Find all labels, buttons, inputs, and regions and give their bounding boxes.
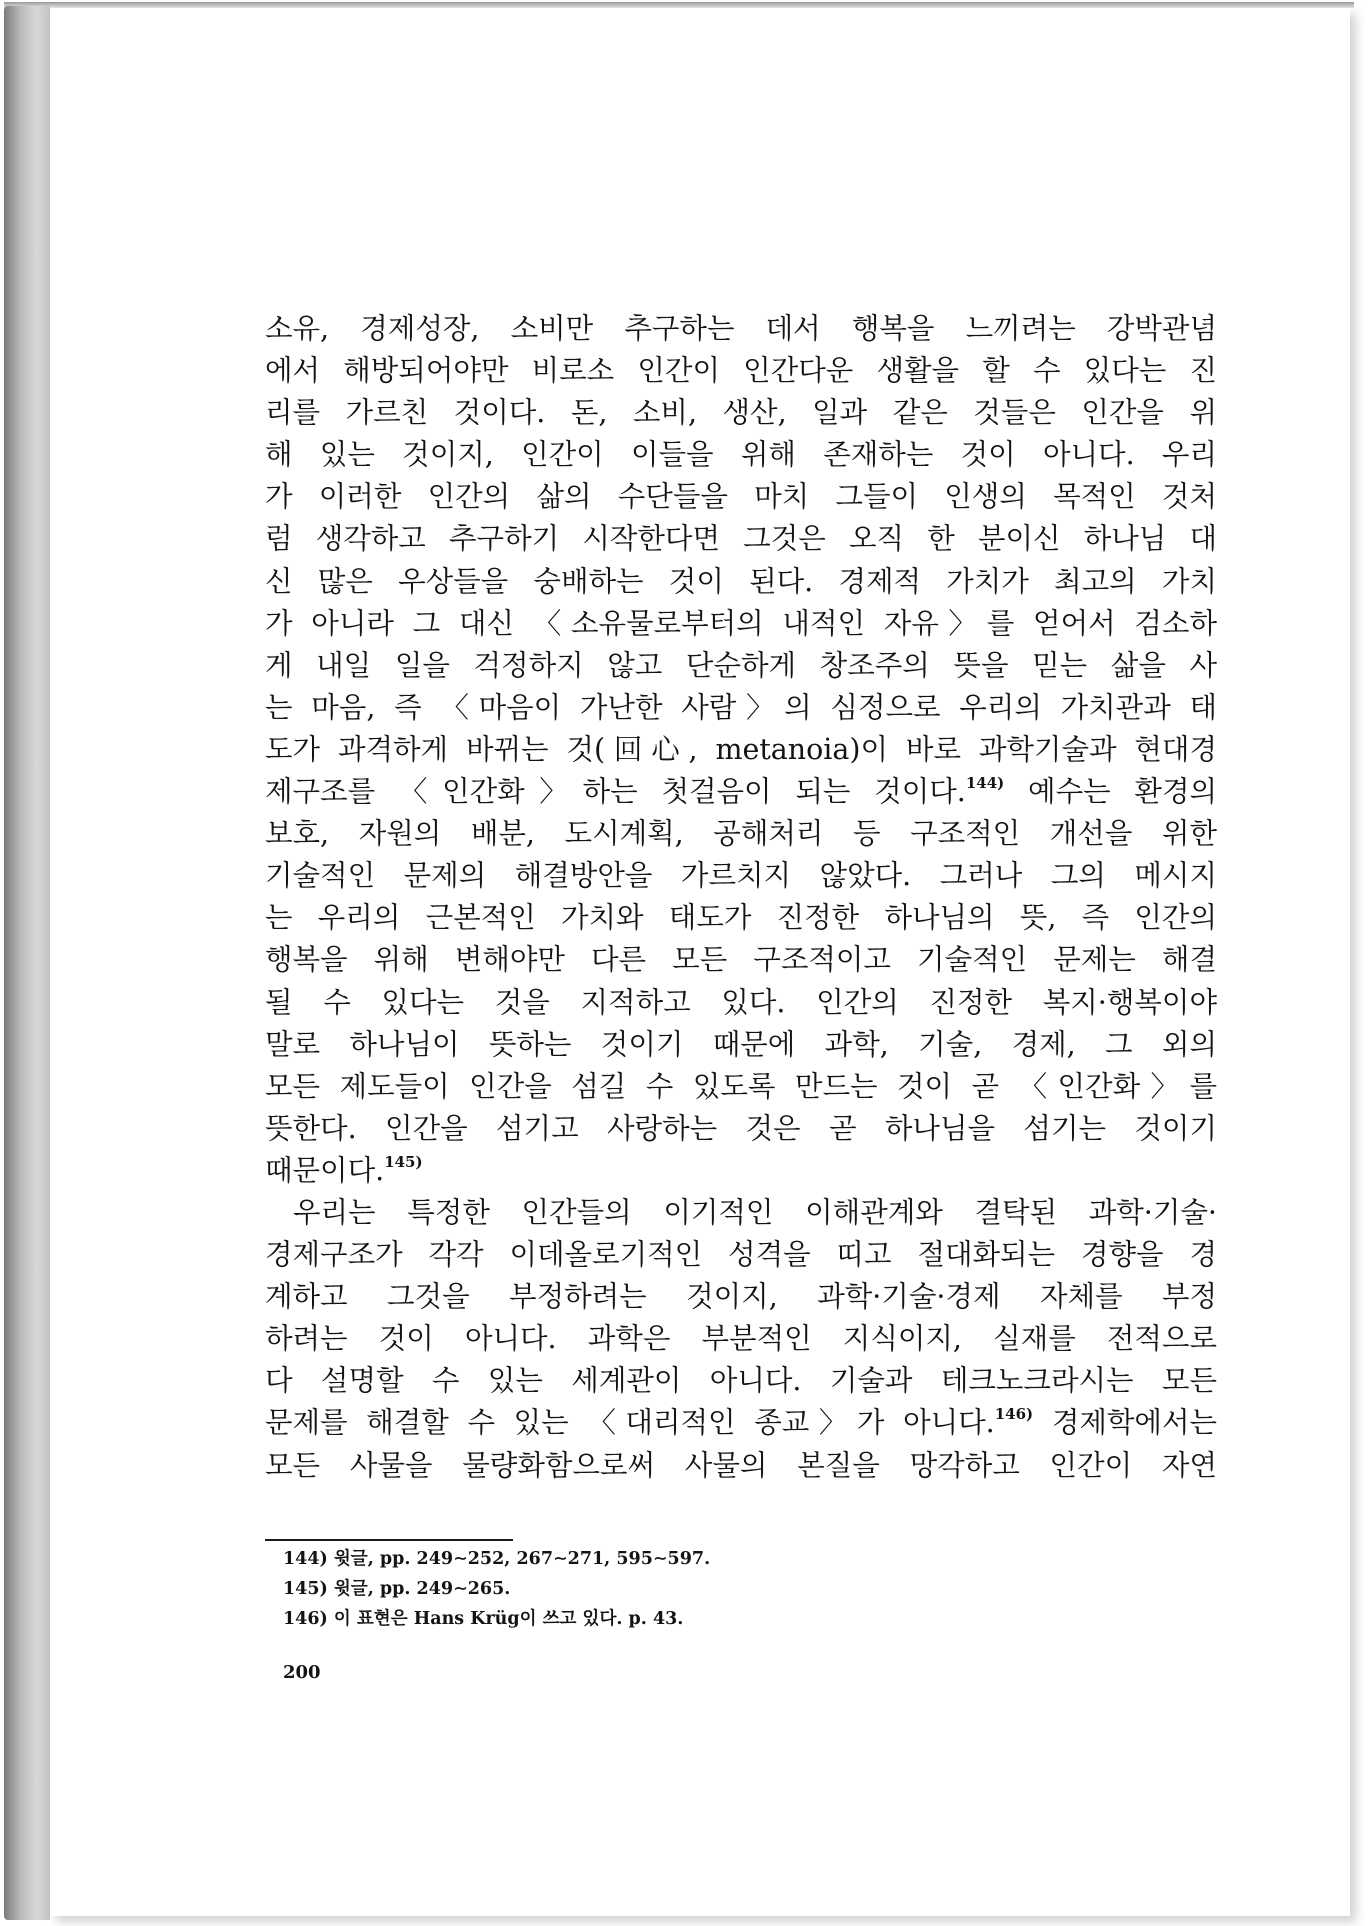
book-spine <box>4 6 50 1920</box>
text-line: 는 마음, 즉 〈마음이 가난한 사람〉의 심정으로 우리의 가치관과 태 <box>265 690 1217 724</box>
footnote-145: 145) 윗글, pp. 249∼265. <box>283 1579 511 1599</box>
text-line: 될 수 있다는 것을 지적하고 있다. 인간의 진정한 복지·행복이야 <box>265 985 1217 1019</box>
footnote-ref-144: 144) <box>965 774 1005 793</box>
text-line: 모든 사물을 물량화함으로써 사물의 본질을 망각하고 인간이 자연 <box>265 1448 1217 1482</box>
text-segment: 예수는 환경의 <box>1028 775 1217 809</box>
footnote-separator <box>265 1539 513 1541</box>
text-line: 우리는 특정한 인간들의 이기적인 이해관계와 결탁된 과학·기술· <box>293 1195 1217 1229</box>
text-line: 가 이러한 인간의 삶의 수단들을 마치 그들이 인생의 목적인 것처 <box>265 480 1217 514</box>
text-line: 게 내일 일을 걱정하지 않고 단순하게 창조주의 뜻을 믿는 삶을 사 <box>265 648 1217 682</box>
footnote-ref-146: 146) <box>994 1405 1034 1424</box>
text-line: 뜻한다. 인간을 섬기고 사랑하는 것은 곧 하나님을 섬기는 것이기 <box>265 1111 1217 1145</box>
text-line-with-footnote <box>265 1402 1217 1444</box>
text-line-with-footnote <box>265 771 1217 813</box>
text-line: 해 있는 것이지, 인간이 이들을 위해 존재하는 것이 아니다. 우리 <box>265 438 1217 472</box>
footnote-144: 144) 윗글, pp. 249∼252, 267∼271, 595∼597. <box>283 1549 711 1569</box>
text-line: 경제구조가 각각 이데올로기적인 성격을 띠고 절대화되는 경향을 경 <box>265 1238 1217 1272</box>
text-segment: 제구조를 〈인간화〉하는 첫걸음이 되는 것이다. <box>265 775 966 809</box>
text-line: 다 설명할 수 있는 세계관이 아니다. 기술과 테크노크라시는 모든 <box>265 1364 1217 1398</box>
text-line: 하려는 것이 아니다. 과학은 부분적인 지식이지, 실재를 전적으로 <box>265 1322 1217 1356</box>
text-line: 에서 해방되어야만 비로소 인간이 인간다운 생활을 할 수 있다는 진 <box>265 354 1217 388</box>
text-segment: 경제학에서는 <box>1051 1406 1217 1440</box>
text-line: 럼 생각하고 추구하기 시작한다면 그것은 오직 한 분이신 하나님 대 <box>265 522 1217 556</box>
footnote-ref-145: 145) <box>384 1152 423 1171</box>
text-line: 신 많은 우상들을 숭배하는 것이 된다. 경제적 가치가 최고의 가치 <box>265 564 1217 598</box>
footnote-146: 146) 이 표현은 Hans Krüg이 쓰고 있다. p. 43. <box>283 1609 684 1629</box>
book-page <box>50 8 1350 1916</box>
text-segment: 때문이다. <box>265 1153 385 1187</box>
text-line: 소유, 경제성장, 소비만 추구하는 데서 행복을 느끼려는 강박관념 <box>265 312 1217 345</box>
page-number: 200 <box>283 1662 321 1683</box>
text-line-with-footnote <box>265 1150 1217 1192</box>
text-line: 기술적인 문제의 해결방안을 가르치지 않았다. 그러나 그의 메시지 <box>265 859 1217 893</box>
text-line: 행복을 위해 변해야만 다른 모든 구조적이고 기술적인 문제는 해결 <box>265 943 1217 977</box>
paragraph-2 <box>265 1192 1217 1487</box>
text-line: 는 우리의 근본적인 가치와 태도가 진정한 하나님의 뜻, 즉 인간의 <box>265 901 1217 935</box>
text-line: 계하고 그것을 부정하려는 것이지, 과학·기술·경제 자체를 부정 <box>265 1280 1217 1314</box>
body-text <box>265 308 1217 1487</box>
text-line: 보호, 자원의 배분, 도시계획, 공해처리 등 구조적인 개선을 위한 <box>265 817 1217 851</box>
footnotes <box>283 1544 710 1634</box>
text-line: 가 아니라 그 대신 〈소유물로부터의 내적인 자유〉를 얻어서 검소하 <box>265 606 1217 640</box>
text-line: 리를 가르친 것이다. 돈, 소비, 생산, 일과 같은 것들은 인간을 위 <box>265 396 1217 430</box>
text-line: 모든 제도들이 인간을 섬길 수 있도록 만드는 것이 곧 〈인간화〉를 <box>265 1069 1217 1103</box>
text-line: 도가 과격하게 바뀌는 것(回心, metanoia)이 바로 과학기술과 현대경 <box>265 732 1217 766</box>
text-line: 말로 하나님이 뜻하는 것이기 때문에 과학, 기술, 경제, 그 외의 <box>265 1027 1217 1061</box>
paragraph-1 <box>265 308 1217 1192</box>
text-segment: 문제를 해결할 수 있는 〈대리적인 종교〉가 아니다. <box>265 1406 995 1440</box>
